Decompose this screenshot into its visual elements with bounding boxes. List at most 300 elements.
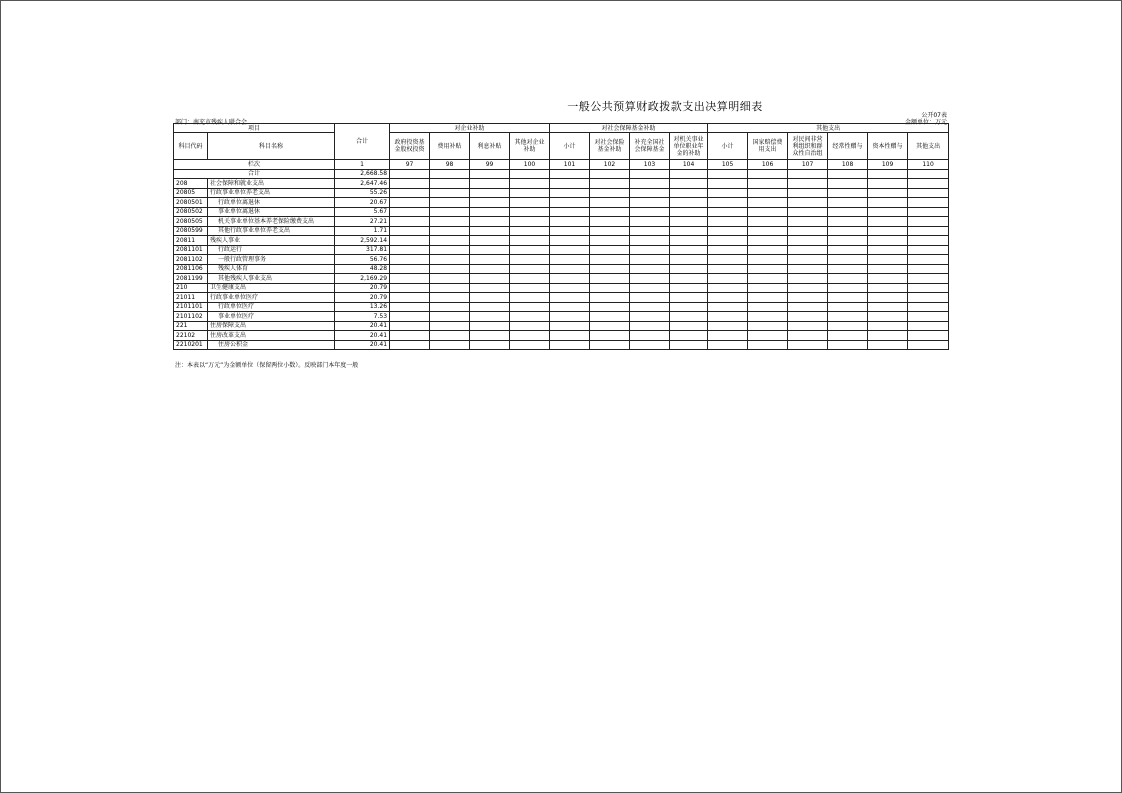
empty-cell	[510, 198, 550, 208]
header-group-enterprise: 对企业补助	[390, 124, 550, 133]
empty-cell	[470, 226, 510, 236]
empty-cell	[470, 312, 510, 322]
row-name: 住房公积金	[208, 340, 335, 350]
total-row-value: 2,668.58	[335, 169, 390, 179]
empty-cell	[390, 331, 430, 341]
empty-cell	[590, 293, 630, 303]
column-index-104: 104	[670, 160, 708, 170]
empty-cell	[788, 340, 828, 350]
empty-cell	[708, 217, 748, 227]
empty-cell	[670, 302, 708, 312]
row-total: 20.67	[335, 198, 390, 208]
empty-cell	[868, 274, 908, 284]
row-name: 卫生健康支出	[208, 283, 335, 293]
empty-cell	[788, 331, 828, 341]
empty-cell	[748, 245, 788, 255]
table-row	[174, 321, 949, 331]
table-row	[174, 207, 949, 217]
empty-cell	[708, 179, 748, 189]
empty-cell	[908, 188, 949, 198]
row-code: 2081101	[174, 245, 208, 255]
empty-cell	[430, 236, 470, 246]
empty-cell	[430, 255, 470, 265]
header-group-other: 其他支出	[708, 124, 949, 133]
total-row-label: 合计	[174, 169, 335, 179]
empty-cell	[908, 255, 949, 265]
empty-cell	[908, 302, 949, 312]
empty-cell	[630, 312, 670, 322]
empty-cell	[550, 321, 590, 331]
empty-cell	[470, 207, 510, 217]
row-code: 221	[174, 321, 208, 331]
empty-cell	[708, 331, 748, 341]
header-col-99: 利息补贴	[470, 133, 510, 160]
empty-cell	[590, 283, 630, 293]
header-col-109: 资本性赠与	[868, 133, 908, 160]
empty-cell	[430, 293, 470, 303]
empty-cell	[430, 226, 470, 236]
empty-cell	[748, 283, 788, 293]
empty-cell	[670, 169, 708, 179]
empty-cell	[908, 274, 949, 284]
empty-cell	[550, 274, 590, 284]
empty-cell	[430, 283, 470, 293]
table-row	[174, 274, 949, 284]
row-total: 55.26	[335, 188, 390, 198]
empty-cell	[748, 264, 788, 274]
empty-cell	[788, 226, 828, 236]
column-index-101: 101	[550, 160, 590, 170]
empty-cell	[828, 207, 868, 217]
row-total: 20.41	[335, 340, 390, 350]
row-name: 行政运行	[208, 245, 335, 255]
row-code: 22102	[174, 331, 208, 341]
empty-cell	[828, 264, 868, 274]
empty-cell	[908, 226, 949, 236]
empty-cell	[828, 340, 868, 350]
row-code: 2080505	[174, 217, 208, 227]
empty-cell	[670, 321, 708, 331]
empty-cell	[510, 207, 550, 217]
empty-cell	[908, 340, 949, 350]
row-total: 56.76	[335, 255, 390, 265]
table-row	[174, 340, 949, 350]
row-name: 其他行政事业单位养老支出	[208, 226, 335, 236]
empty-cell	[670, 207, 708, 217]
row-code: 2080502	[174, 207, 208, 217]
empty-cell	[788, 264, 828, 274]
column-index-98: 98	[430, 160, 470, 170]
row-total: 2,647.46	[335, 179, 390, 189]
empty-cell	[670, 217, 708, 227]
row-name: 行政事业单位医疗	[208, 293, 335, 303]
empty-cell	[590, 264, 630, 274]
unit-label: 金额单位：万元	[904, 119, 947, 126]
empty-cell	[708, 293, 748, 303]
empty-cell	[788, 312, 828, 322]
empty-cell	[868, 188, 908, 198]
empty-cell	[908, 245, 949, 255]
empty-cell	[590, 245, 630, 255]
table-row	[174, 226, 949, 236]
empty-cell	[748, 236, 788, 246]
empty-cell	[590, 321, 630, 331]
empty-cell	[390, 302, 430, 312]
column-index-103: 103	[630, 160, 670, 170]
empty-cell	[788, 169, 828, 179]
empty-cell	[590, 312, 630, 322]
empty-cell	[908, 264, 949, 274]
row-code: 21011	[174, 293, 208, 303]
column-index-107: 107	[788, 160, 828, 170]
empty-cell	[788, 179, 828, 189]
empty-cell	[510, 188, 550, 198]
empty-cell	[748, 321, 788, 331]
empty-cell	[670, 312, 708, 322]
table-row	[174, 255, 949, 265]
empty-cell	[630, 179, 670, 189]
empty-cell	[470, 321, 510, 331]
empty-cell	[390, 169, 430, 179]
empty-cell	[670, 293, 708, 303]
table-row	[174, 236, 949, 246]
empty-cell	[828, 302, 868, 312]
empty-cell	[868, 264, 908, 274]
row-total: 5.67	[335, 207, 390, 217]
empty-cell	[430, 217, 470, 227]
empty-cell	[430, 188, 470, 198]
row-name: 其他残疾人事业支出	[208, 274, 335, 284]
empty-cell	[470, 217, 510, 227]
empty-cell	[630, 217, 670, 227]
empty-cell	[510, 264, 550, 274]
empty-cell	[908, 283, 949, 293]
empty-cell	[748, 293, 788, 303]
empty-cell	[828, 188, 868, 198]
empty-cell	[510, 169, 550, 179]
empty-cell	[630, 302, 670, 312]
header-name: 科目名称	[208, 133, 335, 160]
empty-cell	[748, 302, 788, 312]
empty-cell	[708, 283, 748, 293]
empty-cell	[590, 255, 630, 265]
header-col-104: 对机关事业单位职业年金的补助	[670, 133, 708, 160]
empty-cell	[630, 255, 670, 265]
row-total: 2,592.14	[335, 236, 390, 246]
empty-cell	[670, 198, 708, 208]
empty-cell	[828, 283, 868, 293]
row-code: 2080501	[174, 198, 208, 208]
empty-cell	[390, 312, 430, 322]
empty-cell	[630, 226, 670, 236]
column-index-109: 109	[868, 160, 908, 170]
empty-cell	[510, 217, 550, 227]
empty-cell	[908, 321, 949, 331]
empty-cell	[748, 169, 788, 179]
empty-cell	[828, 321, 868, 331]
empty-cell	[748, 331, 788, 341]
empty-cell	[630, 188, 670, 198]
row-total: 20.79	[335, 293, 390, 303]
empty-cell	[630, 264, 670, 274]
empty-cell	[630, 207, 670, 217]
table-row	[174, 331, 949, 341]
row-total: 2,169.29	[335, 274, 390, 284]
row-name: 一般行政管理事务	[208, 255, 335, 265]
empty-cell	[670, 179, 708, 189]
empty-cell	[470, 264, 510, 274]
row-name: 行政事业单位养老支出	[208, 188, 335, 198]
page-title: 一般公共预算财政拨款支出决算明细表	[567, 100, 763, 113]
empty-cell	[590, 188, 630, 198]
table-row	[174, 179, 949, 189]
empty-cell	[748, 188, 788, 198]
row-total: 317.81	[335, 245, 390, 255]
empty-cell	[470, 302, 510, 312]
row-code: 2081106	[174, 264, 208, 274]
empty-cell	[550, 179, 590, 189]
empty-cell	[708, 226, 748, 236]
row-total: 20.41	[335, 331, 390, 341]
row-name: 事业单位医疗	[208, 312, 335, 322]
empty-cell	[430, 340, 470, 350]
table-row	[174, 217, 949, 227]
empty-cell	[828, 274, 868, 284]
empty-cell	[550, 207, 590, 217]
row-code: 2101102	[174, 312, 208, 322]
empty-cell	[828, 198, 868, 208]
empty-cell	[390, 293, 430, 303]
empty-cell	[430, 169, 470, 179]
empty-cell	[670, 264, 708, 274]
empty-cell	[868, 283, 908, 293]
empty-cell	[470, 188, 510, 198]
header-col-105: 小计	[708, 133, 748, 160]
header-project: 项目	[174, 124, 335, 133]
empty-cell	[908, 179, 949, 189]
department-label: 部门：南充市残疾人联合会	[175, 119, 248, 126]
column-index-97: 97	[390, 160, 430, 170]
empty-cell	[430, 179, 470, 189]
header-code: 科目代码	[174, 133, 208, 160]
budget-table	[173, 123, 949, 350]
empty-cell	[430, 302, 470, 312]
row-name: 残疾人体育	[208, 264, 335, 274]
header-col-107: 对民间非营利组织和群众性自治组	[788, 133, 828, 160]
empty-cell	[868, 245, 908, 255]
empty-cell	[708, 198, 748, 208]
empty-cell	[828, 236, 868, 246]
empty-cell	[550, 245, 590, 255]
empty-cell	[868, 236, 908, 246]
empty-cell	[510, 236, 550, 246]
empty-cell	[510, 321, 550, 331]
empty-cell	[788, 283, 828, 293]
empty-cell	[630, 331, 670, 341]
empty-cell	[510, 255, 550, 265]
empty-cell	[788, 302, 828, 312]
empty-cell	[868, 340, 908, 350]
empty-cell	[670, 331, 708, 341]
empty-cell	[390, 245, 430, 255]
row-total: 20.79	[335, 283, 390, 293]
row-total: 20.41	[335, 321, 390, 331]
empty-cell	[708, 312, 748, 322]
empty-cell	[828, 293, 868, 303]
row-name: 事业单位离退休	[208, 207, 335, 217]
empty-cell	[430, 264, 470, 274]
empty-cell	[470, 169, 510, 179]
empty-cell	[470, 331, 510, 341]
empty-cell	[708, 207, 748, 217]
empty-cell	[430, 207, 470, 217]
empty-cell	[670, 245, 708, 255]
empty-cell	[708, 302, 748, 312]
header-group-social: 对社会保障基金补助	[550, 124, 708, 133]
column-index-108: 108	[828, 160, 868, 170]
empty-cell	[708, 274, 748, 284]
row-total: 48.28	[335, 264, 390, 274]
empty-cell	[550, 302, 590, 312]
row-name: 住房保障支出	[208, 321, 335, 331]
column-index-102: 102	[590, 160, 630, 170]
table-row	[174, 188, 949, 198]
empty-cell	[868, 198, 908, 208]
empty-cell	[550, 312, 590, 322]
row-total: 1.71	[335, 226, 390, 236]
row-total: 27.21	[335, 217, 390, 227]
empty-cell	[590, 331, 630, 341]
empty-cell	[708, 264, 748, 274]
empty-cell	[828, 217, 868, 227]
table-row	[174, 283, 949, 293]
empty-cell	[470, 274, 510, 284]
header-total: 合计	[335, 124, 390, 160]
empty-cell	[390, 321, 430, 331]
column-index-100: 100	[510, 160, 550, 170]
table-row	[174, 198, 949, 208]
table-row	[174, 264, 949, 274]
empty-cell	[590, 274, 630, 284]
empty-cell	[550, 255, 590, 265]
row-name: 残疾人事业	[208, 236, 335, 246]
empty-cell	[590, 217, 630, 227]
empty-cell	[748, 274, 788, 284]
empty-cell	[708, 236, 748, 246]
empty-cell	[390, 264, 430, 274]
empty-cell	[630, 321, 670, 331]
empty-cell	[550, 198, 590, 208]
empty-cell	[430, 312, 470, 322]
empty-cell	[630, 340, 670, 350]
empty-cell	[390, 283, 430, 293]
empty-cell	[470, 340, 510, 350]
row-name: 社会保障和就业支出	[208, 179, 335, 189]
empty-cell	[590, 226, 630, 236]
empty-cell	[748, 226, 788, 236]
header-col-102: 对社会保险基金补助	[590, 133, 630, 160]
empty-cell	[748, 217, 788, 227]
row-code: 2080599	[174, 226, 208, 236]
row-name: 住房改革支出	[208, 331, 335, 341]
column-index-105: 105	[708, 160, 748, 170]
empty-cell	[748, 340, 788, 350]
header-col-101: 小计	[550, 133, 590, 160]
row-code: 2101101	[174, 302, 208, 312]
empty-cell	[828, 331, 868, 341]
empty-cell	[788, 236, 828, 246]
row-code: 208	[174, 179, 208, 189]
column-index-99: 99	[470, 160, 510, 170]
row-code: 20805	[174, 188, 208, 198]
empty-cell	[670, 236, 708, 246]
empty-cell	[430, 198, 470, 208]
footnote: 注：本表以“万元”为金额单位（保留两位小数）。反映部门本年度一般	[175, 362, 359, 369]
column-index-106: 106	[748, 160, 788, 170]
empty-cell	[868, 169, 908, 179]
empty-cell	[868, 293, 908, 303]
empty-cell	[510, 274, 550, 284]
row-total: 7.53	[335, 312, 390, 322]
empty-cell	[510, 226, 550, 236]
empty-cell	[868, 179, 908, 189]
empty-cell	[630, 293, 670, 303]
empty-cell	[630, 245, 670, 255]
empty-cell	[908, 293, 949, 303]
table-row	[174, 312, 949, 322]
empty-cell	[510, 340, 550, 350]
empty-cell	[630, 274, 670, 284]
row-name: 行政单位离退休	[208, 198, 335, 208]
empty-cell	[708, 188, 748, 198]
empty-cell	[550, 236, 590, 246]
empty-cell	[788, 245, 828, 255]
empty-cell	[550, 283, 590, 293]
empty-cell	[390, 274, 430, 284]
table-row	[174, 245, 949, 255]
empty-cell	[470, 245, 510, 255]
column-index-label: 栏次	[174, 160, 335, 170]
empty-cell	[788, 217, 828, 227]
empty-cell	[550, 188, 590, 198]
empty-cell	[828, 312, 868, 322]
empty-cell	[748, 312, 788, 322]
empty-cell	[708, 169, 748, 179]
empty-cell	[590, 207, 630, 217]
row-total: 13.26	[335, 302, 390, 312]
empty-cell	[708, 245, 748, 255]
header-col-108: 经常性赠与	[828, 133, 868, 160]
empty-cell	[470, 198, 510, 208]
empty-cell	[670, 226, 708, 236]
empty-cell	[670, 188, 708, 198]
empty-cell	[470, 179, 510, 189]
empty-cell	[390, 217, 430, 227]
total-row	[174, 169, 949, 179]
empty-cell	[630, 283, 670, 293]
empty-cell	[390, 226, 430, 236]
empty-cell	[390, 188, 430, 198]
empty-cell	[788, 274, 828, 284]
empty-cell	[510, 245, 550, 255]
column-index-110: 110	[908, 160, 949, 170]
empty-cell	[670, 255, 708, 265]
row-code: 2081102	[174, 255, 208, 265]
empty-cell	[670, 340, 708, 350]
header-col-110: 其他支出	[908, 133, 949, 160]
header-col-103: 补充全国社会保障基金	[630, 133, 670, 160]
empty-cell	[670, 283, 708, 293]
